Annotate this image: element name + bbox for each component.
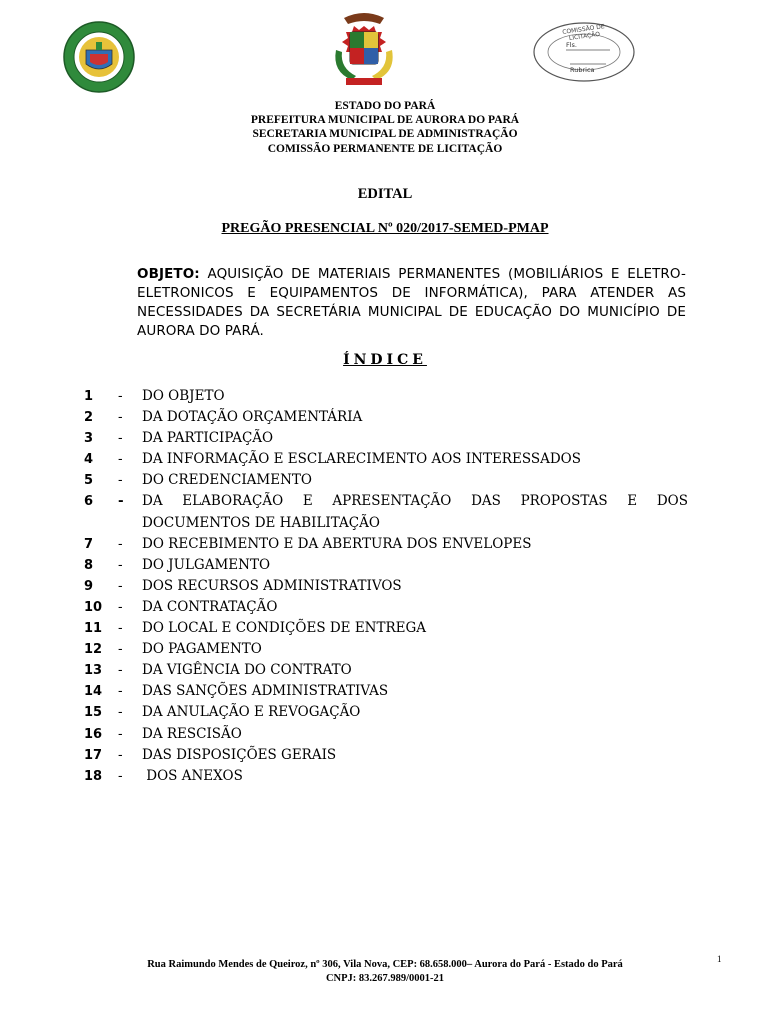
indice-item-separator: - [118,746,123,763]
indice-item [84,745,688,766]
objeto-label: OBJETO: [137,266,200,282]
indice-item-text: DA RESCISÃO [142,725,242,742]
indice-item-number: 7 [84,536,94,552]
municipal-seal-icon [60,20,138,94]
indice-item-separator: - [118,577,123,594]
indice-item-number: 16 [84,726,103,742]
indice-list [84,386,688,787]
indice-item [84,597,688,618]
indice-item [84,766,688,787]
page-number: 1 [717,954,722,964]
indice-item-number: 4 [84,452,94,468]
indice-item-number: 17 [84,747,103,763]
document-title: EDITAL [357,186,413,202]
indice-item-separator: - [118,598,123,615]
indice-item-separator: - [118,662,123,679]
indice-item-text: DA VIGÊNCIA DO CONTRATO [142,662,352,679]
indice-item [84,618,688,639]
indice-item-number: 12 [84,642,103,658]
indice-item [84,724,688,745]
indice-item-separator: - [118,388,123,404]
indice-item-text: DAS SANÇÕES ADMINISTRATIVAS [142,683,389,700]
indice-item [84,702,688,723]
indice-item [84,576,688,597]
indice-item [84,386,688,407]
indice-item [84,491,688,533]
indice-item-separator: - [118,472,123,489]
indice-item [84,555,688,576]
indice-item-number: 18 [84,768,103,784]
indice-item-separator: - [118,620,123,637]
header-state: ESTADO DO PARÁ [334,100,436,112]
indice-item [84,428,688,449]
indice-item-text: DO RECEBIMENTO E DA ABERTURA DOS ENVELOPES [142,535,532,552]
indice-item-number: 13 [84,663,103,679]
indice-item-text: DA PARTICIPAÇÃO [142,430,274,447]
indice-item-number: 3 [84,431,94,447]
indice-item-number: 10 [84,599,103,615]
indice-item [84,470,688,491]
indice-item-separator: - [118,641,123,658]
indice-item-text: DO PAGAMENTO [142,641,262,658]
indice-item-number: 1 [84,389,94,404]
indice-item [84,534,688,555]
indice-item-text: DO JULGAMENTO [142,556,271,573]
indice-item-text: DA CONTRATAÇÃO [142,598,278,615]
indice-item-text: DO CREDENCIAMENTO [142,472,312,489]
footer-cnpj: CNPJ: 83.267.989/0001-21 [325,972,445,984]
document-subtitle: PREGÃO PRESENCIAL Nº 020/2017-SEMED-PMAP [221,221,549,236]
indice-item-separator: - [118,725,123,742]
indice-item-text: DA ELABORAÇÃO E APRESENTAÇÃO DAS PROPOSTAS E DOS DOCUMENTOS DE HABILITAÇÃO [142,493,688,531]
indice-item-number: 14 [84,684,103,700]
stamp-fls-label: Fls. [566,41,577,49]
indice-item-text: DAS DISPOSIÇÕES GERAIS [142,746,337,763]
indice-item [84,660,688,681]
stamp-ring-text: COMISSÃO DE LICITAÇÃO [561,23,606,43]
indice-item-separator: - [118,767,123,784]
indice-item [84,449,688,470]
indice-item-number: 11 [84,621,103,637]
indice-item-number: 2 [84,410,94,426]
indice-item-separator: - [118,535,123,552]
header-comissao: COMISSÃO PERMANENTE DE LICITAÇÃO [267,142,503,155]
indice-item-separator: - [118,493,124,510]
indice-item-text: DA DOTAÇÃO ORÇAMENTÁRIA [142,409,363,426]
header-prefeitura: PREFEITURA MUNICIPAL DE AURORA DO PARÁ [250,114,520,127]
document-header [0,99,770,156]
indice-item-separator: - [118,409,123,426]
indice-item-number: 5 [84,473,94,489]
indice-item-separator: - [118,430,123,447]
indice-item-separator: - [118,451,123,468]
indice-item-number: 6 [84,494,94,510]
objeto-paragraph [137,265,686,341]
indice-item-separator: - [118,704,123,721]
indice-item-number: 15 [84,705,103,721]
indice-item-separator: - [118,556,123,573]
indice-title: ÍNDICE [343,352,427,368]
coat-of-arms-icon [322,10,406,90]
indice-item-text: DOS RECURSOS ADMINISTRATIVOS [142,577,402,594]
stamp-rubrica-label: Rubrica [570,66,595,74]
indice-item-text: DA ANULAÇÃO E REVOGAÇÃO [142,704,361,721]
footer-address: Rua Raimundo Mendes de Queiroz, nº 306, Vila Nova, CEP: 68.658.000– Aurora do Pará - Estado do Pará [147,959,623,970]
indice-item-separator: - [118,683,123,700]
indice-item [84,639,688,660]
indice-item-text: DOS ANEXOS [142,767,243,784]
document-footer [0,958,770,985]
header-secretaria: SECRETARIA MUNICIPAL DE ADMINISTRAÇÃO [252,128,518,141]
indice-item-number: 9 [84,578,94,594]
indice-item [84,681,688,702]
indice-item-text: DO OBJETO [142,388,225,404]
indice-item [84,407,688,428]
indice-item-text: DO LOCAL E CONDIÇÕES DE ENTREGA [142,620,427,637]
indice-item-text: DA INFORMAÇÃO E ESCLARECIMENTO AOS INTERESSADOS [142,451,581,468]
objeto-text: AQUISIÇÃO DE MATERIAIS PERMANENTES (MOBILIÁRIOS E ELETRO-ELETRONICOS E EQUIPAMENTOS DE INFORMÁTICA), PARA ATENDER AS NECESSIDADES DA SECRETÁRIA MUNICIPAL DE EDUCAÇÃO DO MUNICÍPIO DE AURORA DO PARÁ. [137,266,686,339]
indice-item-number: 8 [84,557,94,573]
